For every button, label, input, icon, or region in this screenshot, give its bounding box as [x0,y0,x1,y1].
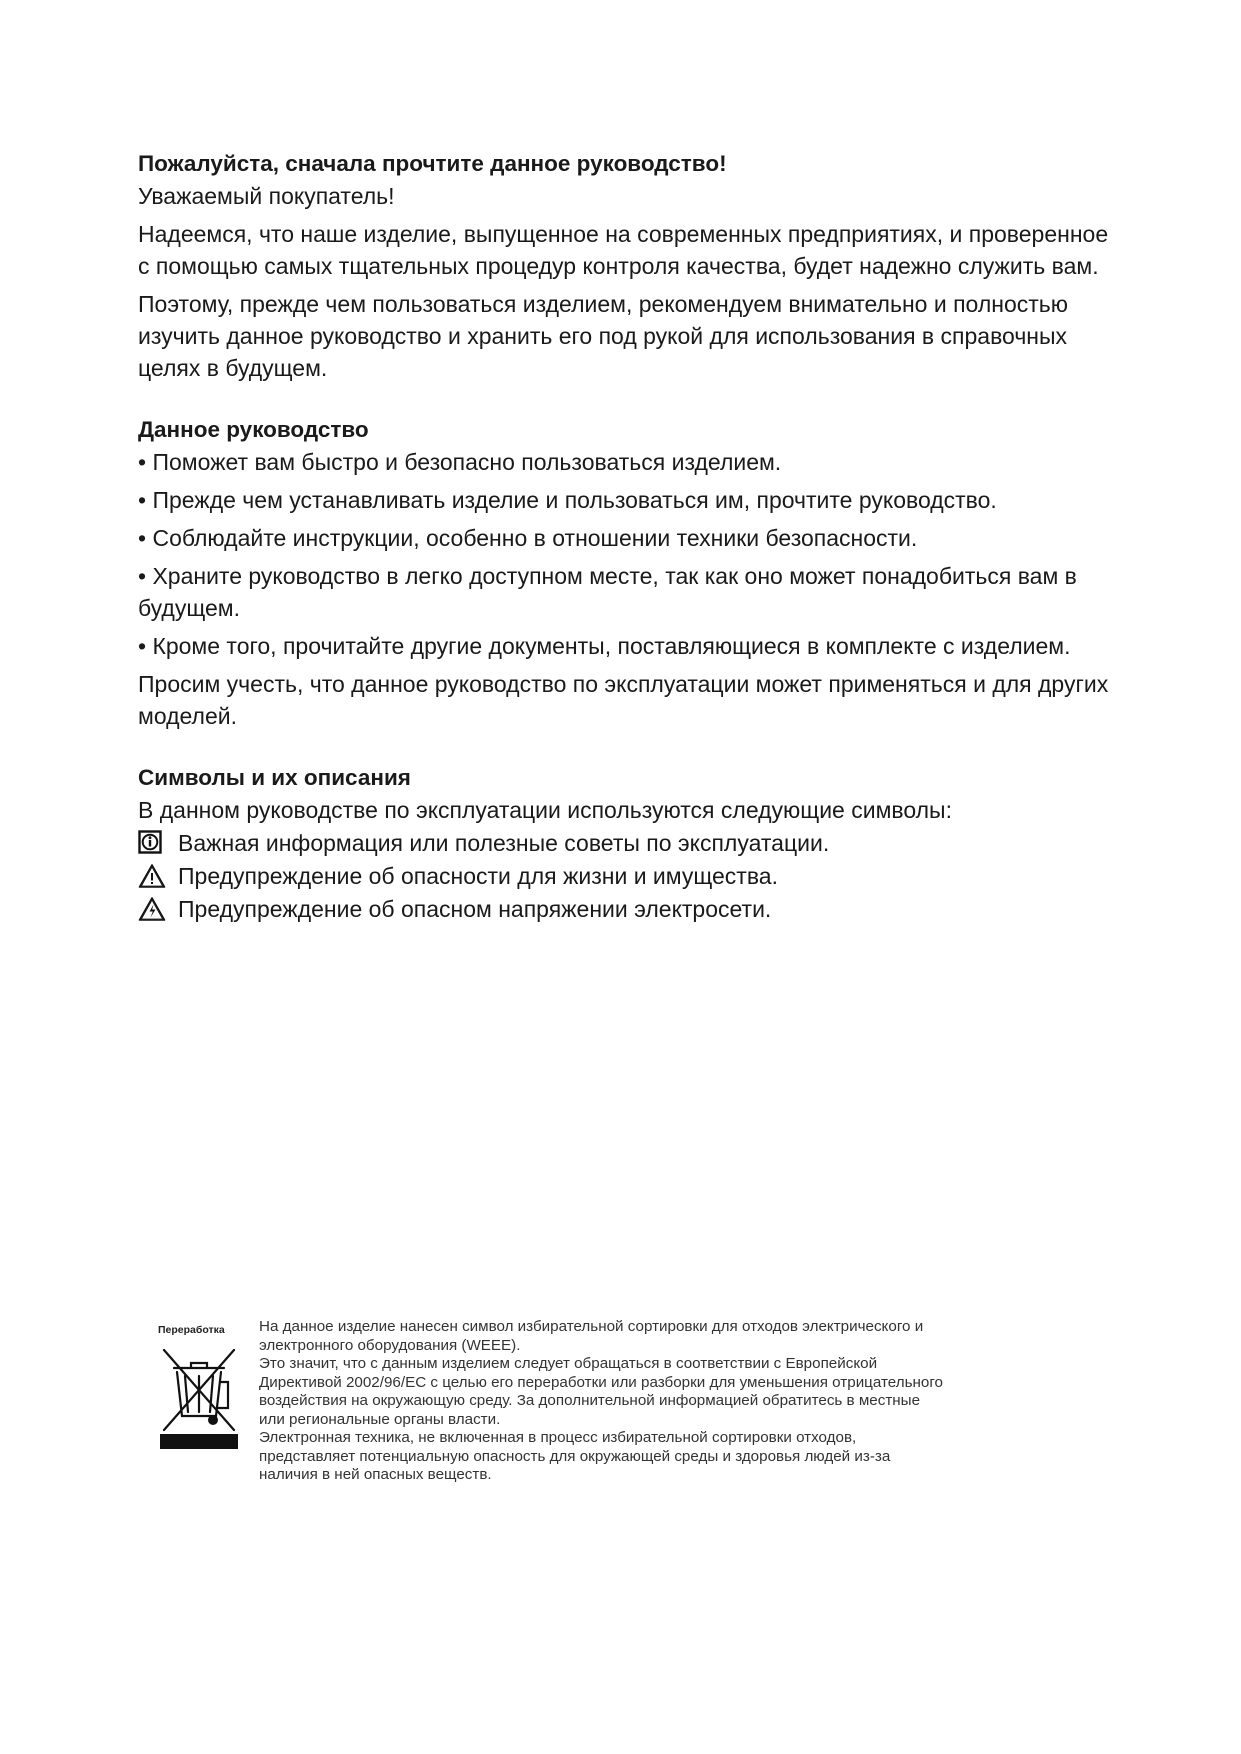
symbol-item-info [138,826,1113,859]
recycling-line: На данное изделие нанесен символ избирательной сортировки для отходов электрического и [259,1318,924,1335]
recycling-line: Директивой 2002/96/EC с целью его переработки или разборки для уменьшения отрицательного [259,1373,943,1391]
recycling-line: представляет потенциальную опасность для окружающей среды и здоровья людей из-за [259,1447,891,1465]
intro-paragraph-2: Поэтому, прежде чем пользоваться изделием, рекомендуем внимательно и полностью изучить данное руководство и хранить его под рукой для использования в справочных целях в будущем. [138,291,1069,381]
electric-warning-icon [138,896,164,922]
symbol-description: Предупреждение об опасности для жизни и имущества. [178,862,778,889]
document-body [138,148,1113,925]
recycling-line: Это значит, что с данным изделием следует обращаться в соответствии с Европейской [259,1355,878,1372]
intro-paragraph-1: Надеемся, что наше изделие, выпущенное на современных предприятиях, и проверенное с помощью самых тщательных процедур контроля качества, будет надежно служить вам. [138,221,1109,279]
manual-bullet: • Храните руководство в легко доступном месте, так как оно может понадобиться вам в будущем. [138,560,1113,624]
info-icon [138,830,164,856]
crossed-bin-icon [158,1342,240,1450]
intro-greeting: Уважаемый покупатель! [138,183,395,209]
manual-bullet: • Прежде чем устанавливать изделие и пользоваться им, прочтите руководство. [138,484,1113,516]
intro-heading: Пожалуйста, сначала прочтите данное руководство! [138,151,727,176]
recycling-line: наличия в ней опасных веществ. [259,1466,492,1483]
symbol-description: Предупреждение об опасном напряжении электросети. [178,895,772,922]
recycling-label: Переработка [158,1324,225,1336]
recycling-line: Электронная техника, не включенная в процесс избирательной сортировки отходов, [259,1429,857,1446]
manual-bullet: • Соблюдайте инструкции, особенно в отношении техники безопасности. [138,522,1113,554]
symbol-item-warning [138,859,1113,892]
warning-icon [138,863,164,889]
symbol-item-electric [138,892,1113,925]
recycling-line: электронного оборудования (WEEE). [259,1336,521,1354]
recycling-text [259,1318,1099,1485]
manual-heading: Данное руководство [138,417,369,442]
manual-note: Просим учесть, что данное руководство по эксплуатации может применяться и для других моделей. [138,671,1109,729]
symbols-heading: Символы и их описания [138,765,411,790]
manual-bullet: • Поможет вам быстро и безопасно пользоваться изделием. [138,446,1113,478]
manual-bullet: • Кроме того, прочитайте другие документы, поставляющиеся в комплекте с изделием. [138,630,1113,662]
recycling-line: или региональные органы власти. [259,1410,501,1428]
symbol-description: Важная информация или полезные советы по эксплуатации. [178,829,830,856]
symbols-intro: В данном руководстве по эксплуатации используются следующие символы: [138,797,952,823]
recycling-line: воздействия на окружающую среду. За дополнительной информацией обратитесь в местные [259,1392,921,1409]
